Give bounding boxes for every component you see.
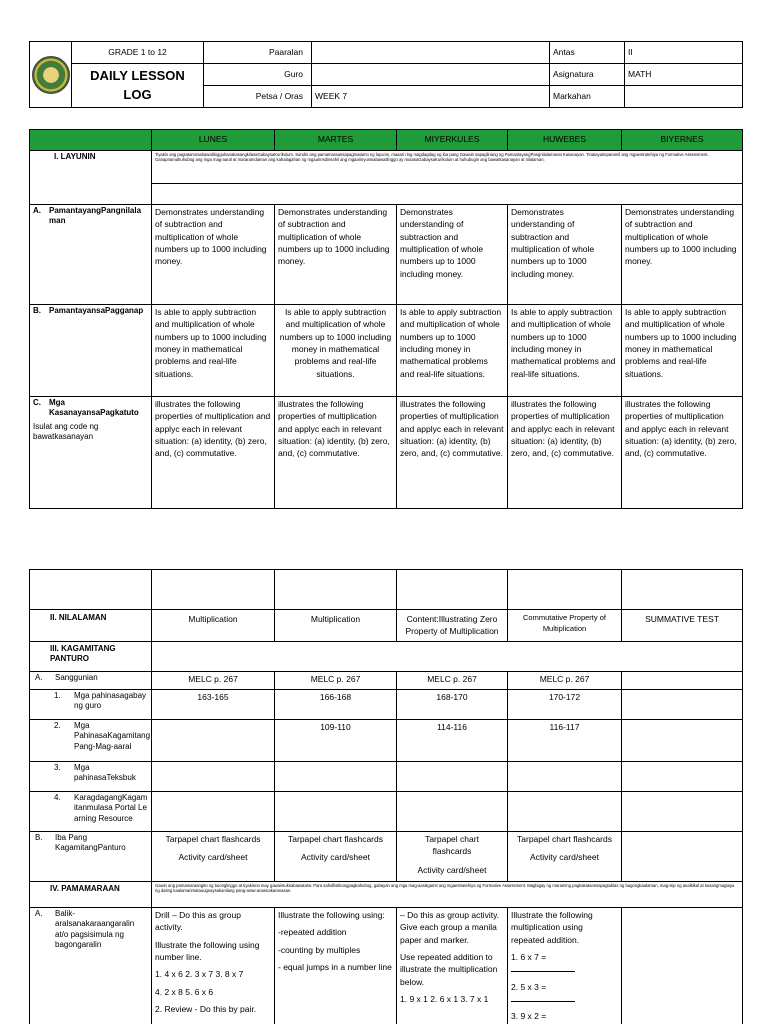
markahan-label: Markahan	[550, 86, 625, 108]
gabay-martes: 166-168	[275, 690, 397, 720]
asignatura-value[interactable]: MATH	[625, 64, 743, 86]
iba-pang-martes: Tarpapel chart flashcards Activity card/sheet	[275, 832, 397, 882]
c-biyernes: illustrates the following properties of multiplication and applyc each in relevant situation: (a) identity, (b) zero, and, (c) commutative.	[622, 397, 743, 509]
objectives-table	[29, 129, 743, 509]
kagamitang-lunes	[152, 720, 275, 762]
c-huwebes: illustrates the following properties of multiplication and applyc each in relevant situation: (a) identity, (b) zero, and, (c) commutative.	[508, 397, 622, 509]
pamamaraan-text: Gawin ang pamamaraangito ng buonglinggo at tiyakinna may gawaintuksabawatarw. Para sahollistikongpagkahubog, gabayan ang mga mag-aaralgamit ang mgaestratehiya ng Formative Assessment. Magbigay ng maraming pagkakataonsapagtuklas ng bagongkaalaman, mag-isip ng analitikal at kusangmagtaya ng dating kaalamanmatauugnaysakanilang pang-araw-arawnakaranasan.	[152, 882, 743, 908]
c-miyerkules: illustrates the following properties of multiplication and applyc each in relevant situation: (a) identity, (b) zero, and, (c) commutative.	[397, 397, 508, 509]
a-biyernes: Demonstrates understanding of subtraction and multiplication of whole numbers up to 1000 including money.	[622, 205, 743, 305]
paaralan-value[interactable]	[312, 42, 550, 64]
a-miyerkules: Demonstrates understanding of subtraction and multiplication of whole numbers up to 1000 including money.	[397, 205, 508, 305]
balik-aral-martes: Illustrate the following using: -repeated addition -counting by multiples - equal jumps in a number line	[275, 908, 397, 1024]
balik-aral-lunes: Drill – Do this as group activity. Illustrate the following using number line. 1. 4 x 6 2. 3 x 7 3. 8 x 7 4. 2 x 8 5. 6 x 6 2. Review - Do this by pair.	[152, 908, 275, 1024]
guro-value[interactable]	[312, 64, 550, 86]
c-martes: illustrates the following properties of multiplication and applyc each in relevant situation: (a) identity, (b) zero, and, (c) commutative.	[275, 397, 397, 509]
kagamitang-mag-aaral-row	[30, 720, 743, 762]
pamantayang-pangnilalaman-row	[30, 205, 743, 305]
kagamitang-row	[30, 642, 743, 672]
layunin-label: I. LAYUNIN	[30, 151, 152, 205]
grade-label: GRADE 1 to 12	[72, 42, 204, 64]
kagamitang-huwebes: 116-117	[508, 720, 622, 762]
answer-blank[interactable]	[511, 971, 575, 972]
kasanayan-label: C. Mga KasanayansaPagkatuto Isulat ang code ng bawatkasanayan	[30, 397, 152, 509]
kagamitang-martes: 109-110	[275, 720, 397, 762]
nilalaman-lunes: Multiplication	[152, 610, 275, 642]
a-huwebes: Demonstrates understanding of subtraction and multiplication of whole numbers up to 1000 including money.	[508, 205, 622, 305]
markahan-value[interactable]	[625, 86, 743, 108]
title-line-2: LOG	[123, 86, 152, 102]
nilalaman-huwebes: Commutative Property of Multiplication	[508, 610, 622, 642]
antas-label: Antas	[550, 42, 625, 64]
iba-pang-miyerkules: Tarpapel chart flashcards Activity card/sheet	[397, 832, 508, 882]
nilalaman-martes: Multiplication	[275, 610, 397, 642]
iba-pang-huwebes: Tarpapel chart flashcards Activity card/sheet	[508, 832, 622, 882]
pamamaraan-row	[30, 882, 743, 908]
b-lunes: Is able to apply subtraction and multiplication of whole numbers up to 1000 including money in mathematical problems and real-life situations.	[152, 305, 275, 397]
day-miyerkules: MIYERKULES	[397, 130, 508, 151]
c-lunes: illustrates the following properties of multiplication and applyc each in relevant situation: (a) identity, (b) zero, and, (c) commutative.	[152, 397, 275, 509]
balik-aral-huwebes: Illustrate the following multiplication using repeated addition. 1. 6 x 7 = 2. 5 x 3 = 3. 9 x 2 =	[508, 908, 622, 1024]
blank-top-row	[30, 570, 743, 610]
sanggunian-biyernes	[622, 672, 743, 690]
gabay-miyerkules: 168-170	[397, 690, 508, 720]
day-martes: MARTES	[275, 130, 397, 151]
sanggunian-miyerkules: MELC p. 267	[397, 672, 508, 690]
karagdagang-label: 4. KaragdagangKagamitanmulasa Portal Learning Resource	[30, 792, 152, 832]
asignatura-label: Asignatura	[550, 64, 625, 86]
balik-aral-miyerkules: – Do this as group activity. Give each group a manila paper and marker. Use repeated addition to illustrate the multiplication below. 1. 9 x 1 2. 6 x 1 3. 7 x 1	[397, 908, 508, 1024]
iba-pang-row	[30, 832, 743, 882]
day-lunes: LUNES	[152, 130, 275, 151]
b-huwebes: Is able to apply subtraction and multiplication of whole numbers up to 1000 including money in mathematical problems and real-life situations.	[508, 305, 622, 397]
pamamaraan-label: IV. PAMAMARAAN	[30, 882, 152, 908]
gabay-label: 1. Mga pahinasagabay ng guro	[30, 690, 152, 720]
kasanayan-note: Isulat ang code ng bawatkasanayan	[33, 421, 99, 442]
pamantayang-pangnilalaman-label: A. PamantayangPangnilalaman	[30, 205, 152, 305]
antas-value[interactable]: II	[625, 42, 743, 64]
layunin-blank[interactable]	[152, 184, 743, 205]
pamantayan-sa-pagganap-row	[30, 305, 743, 397]
nilalaman-biyernes: SUMMATIVE TEST	[622, 610, 743, 642]
day-biyernes: BIYERNES	[622, 130, 743, 151]
nilalaman-row	[30, 610, 743, 642]
header-table	[29, 41, 743, 108]
gabay-row	[30, 690, 743, 720]
kasanayan-row	[30, 397, 743, 509]
content-table	[29, 569, 743, 1024]
sanggunian-huwebes: MELC p. 267	[508, 672, 622, 690]
gabay-biyernes	[622, 690, 743, 720]
nilalaman-miyerkules: Content:Illustrating Zero Property of Multiplication	[397, 610, 508, 642]
kagamitang-label: III. KAGAMITANG PANTURO	[30, 642, 152, 672]
kagamitang-mag-aaral-label: 2. Mga PahinasaKagamitang Pang-Mag-aaral	[30, 720, 152, 762]
gabay-lunes: 163-165	[152, 690, 275, 720]
b-biyernes: Is able to apply subtraction and multiplication of whole numbers up to 1000 including money in mathematical problems and real-life situations.	[622, 305, 743, 397]
day-huwebes: HUWEBES	[508, 130, 622, 151]
guro-label: Guro	[204, 64, 312, 86]
kagamitang-miyerkules: 114-116	[397, 720, 508, 762]
nilalaman-label: II. NILALAMAN	[30, 610, 152, 642]
day-header-row	[30, 130, 743, 151]
page-title	[72, 64, 204, 108]
iba-pang-label: B. Iba Pang KagamitangPanturo	[30, 832, 152, 882]
petsa-label: Petsa / Oras	[204, 86, 312, 108]
layunin-row	[30, 151, 743, 184]
deped-logo-icon	[32, 56, 70, 94]
paaralan-label: Paaralan	[204, 42, 312, 64]
petsa-value[interactable]: WEEK 7	[312, 86, 550, 108]
kagamitang-biyernes	[622, 720, 743, 762]
karagdagang-row	[30, 792, 743, 832]
a-martes: Demonstrates understanding of subtraction and multiplication of whole numbers up to 1000 including money.	[275, 205, 397, 305]
balik-aral-label: A. Balik-aralsanakaraangaralin at/o pagsisimula ng bagongaralin	[30, 908, 152, 1024]
deped-seal	[30, 42, 72, 108]
b-miyerkules: Is able to apply subtraction and multiplication of whole numbers up to 1000 including money in mathematical problems and real-life situations.	[397, 305, 508, 397]
sanggunian-row	[30, 672, 743, 690]
teksbuk-row	[30, 762, 743, 792]
sanggunian-martes: MELC p. 267	[275, 672, 397, 690]
sanggunian-label: A. Sanggunian	[30, 672, 152, 690]
title-line-1: DAILY LESSON	[90, 67, 185, 83]
pamantayan-sa-pagganap-label: B. PamantayansaPagganap	[30, 305, 152, 397]
balik-aral-row	[30, 908, 743, 1024]
iba-pang-lunes: Tarpapel chart flashcards Activity card/sheet	[152, 832, 275, 882]
sanggunian-lunes: MELC p. 267	[152, 672, 275, 690]
a-lunes: Demonstrates understanding of subtraction and multiplication of whole numbers up to 1000 including money.	[152, 205, 275, 305]
b-martes: Is able to apply subtraction and multiplication of whole numbers up to 1000 including money in mathematical problems and real-life situations.	[275, 305, 397, 397]
teksbuk-label: 3. Mga pahinasaTeksbuk	[30, 762, 152, 792]
answer-blank[interactable]	[511, 1001, 575, 1002]
gabay-huwebes: 170-172	[508, 690, 622, 720]
layunin-text: Tiyakin ang pagtatamosabawatlingguhanakasangkilasaGabaysaKurikulum. Sundin ang pamamaraansapagmatamo ng layunin, maaari ring magdagdag ng iba pang Gawain sapaglinang ng PamantayangPangnilalamanat Kasanayan. Tinatayaitoparamil ang mgaestratehiya ng Formative Assessment. Ganapnamahuhubog ang mga mag-aaral at mararamdaman ang kahalagahan ng mgaarinsdinsahil ang mgaarinyunisabawatlinggo ay mutasaGabaysaKurikulum at huhubugin ang bawatkasanayan at nilalaman.	[152, 151, 743, 184]
